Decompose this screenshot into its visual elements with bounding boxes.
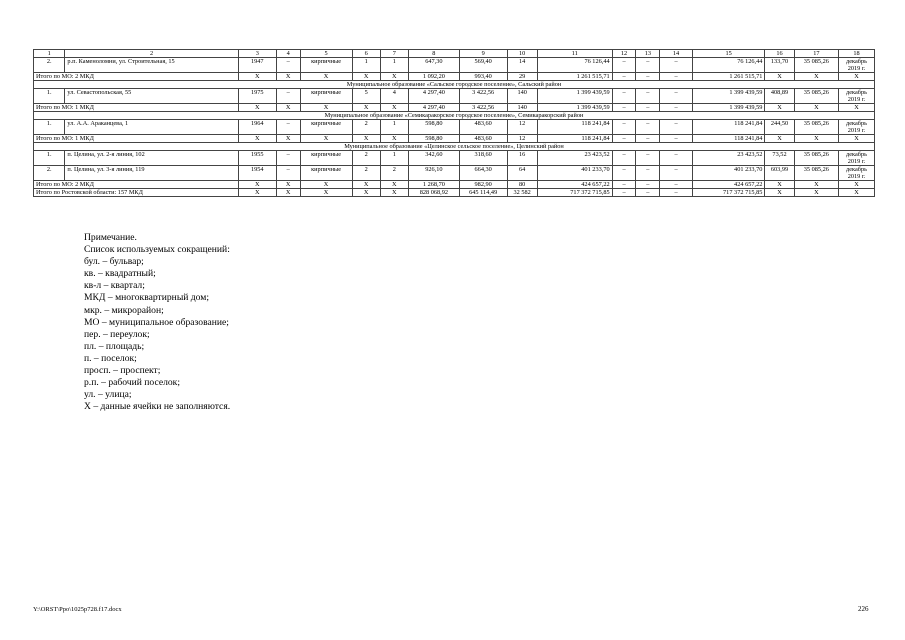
total-row-cell: Х xyxy=(276,189,300,197)
table-cell: 926,10 xyxy=(408,166,459,181)
table-cell: кирпичные xyxy=(300,120,352,135)
total-row-cell: Х xyxy=(765,104,794,112)
column-number-cell: 14 xyxy=(660,50,693,58)
municipality-section-row xyxy=(34,143,875,151)
table-cell: кирпичные xyxy=(300,89,352,104)
total-row-cell: Х xyxy=(300,104,352,112)
total-row-cell: Х xyxy=(839,189,875,197)
total-row xyxy=(34,135,875,143)
table-body xyxy=(34,50,875,197)
total-row-cell: Х xyxy=(380,73,408,81)
table-cell: 4 xyxy=(380,89,408,104)
total-row-cell: 1 261 515,71 xyxy=(692,73,765,81)
table-cell: 1. xyxy=(34,89,65,104)
municipality-section-label: Муниципальное образование «Семикаракорское городское поселение», Семикаракорский район xyxy=(34,112,875,120)
total-row-cell: Х xyxy=(839,104,875,112)
column-number-cell: 16 xyxy=(765,50,794,58)
table-cell: 118 241,84 xyxy=(537,120,612,135)
table-cell: – xyxy=(276,151,300,166)
total-row-cell: 118 241,84 xyxy=(692,135,765,143)
total-row-cell: Х xyxy=(765,189,794,197)
total-row-cell: Х xyxy=(380,181,408,189)
abbreviation-item: мкр. – микрорайон; xyxy=(84,304,164,316)
table-cell: – xyxy=(276,58,300,73)
table-cell: – xyxy=(636,151,660,166)
total-row-label: Итого по МО: 2 МКД xyxy=(34,73,239,81)
municipality-section-row xyxy=(34,112,875,120)
column-number-cell: 13 xyxy=(636,50,660,58)
abbreviation-item: МКД – многоквартирный дом; xyxy=(84,292,210,304)
table-cell: кирпичные xyxy=(300,58,352,73)
table-cell: – xyxy=(660,58,693,73)
column-number-cell: 4 xyxy=(276,50,300,58)
total-row-cell: – xyxy=(636,189,660,197)
total-row-cell: – xyxy=(636,135,660,143)
table-cell: 647,30 xyxy=(408,58,459,73)
table-row xyxy=(34,120,875,135)
abbreviation-item: Х – данные ячейки не заполняются. xyxy=(84,401,231,413)
table-cell: 1954 xyxy=(238,166,276,181)
total-row-cell: 4 297,40 xyxy=(408,104,459,112)
table-cell: 1. xyxy=(34,120,65,135)
table-row xyxy=(34,58,875,73)
table-cell: кирпичные xyxy=(300,166,352,181)
total-row-cell: Х xyxy=(839,135,875,143)
table-cell: – xyxy=(612,58,636,73)
column-number-cell: 10 xyxy=(507,50,537,58)
abbreviation-item: р.п. – рабочий поселок; xyxy=(84,377,181,389)
total-row-cell: – xyxy=(612,73,636,81)
table-cell: 318,60 xyxy=(459,151,507,166)
table-row xyxy=(34,166,875,181)
table-cell: 2 xyxy=(352,151,380,166)
total-row-cell: – xyxy=(636,181,660,189)
table-cell: – xyxy=(276,89,300,104)
total-row-label: Итого по МО: 1 МКД xyxy=(34,104,239,112)
table-cell: 3 422,56 xyxy=(459,89,507,104)
table-cell: декабрь 2019 г. xyxy=(839,89,875,104)
table-cell: – xyxy=(636,166,660,181)
table-cell: 76 126,44 xyxy=(537,58,612,73)
total-row xyxy=(34,189,875,197)
abbreviation-item: просп. – проспект; xyxy=(84,365,161,377)
total-row-cell: Х xyxy=(300,181,352,189)
table-cell: 35 085,26 xyxy=(794,58,838,73)
table-cell: 401 233,70 xyxy=(692,166,765,181)
table-cell: 140 xyxy=(507,89,537,104)
total-row-cell: Х xyxy=(276,181,300,189)
total-row-cell: 598,80 xyxy=(408,135,459,143)
total-row-cell: 1 092,20 xyxy=(408,73,459,81)
total-row-cell: 483,60 xyxy=(459,135,507,143)
table-cell: 35 085,26 xyxy=(794,89,838,104)
table-cell: декабрь 2019 г. xyxy=(839,120,875,135)
address-cell: п. Целина, ул. 3-я линия, 119 xyxy=(65,166,238,181)
total-row-cell: Х xyxy=(300,73,352,81)
address-cell: ул. А.А. Араканцева, 1 xyxy=(65,120,238,135)
column-number-cell: 7 xyxy=(380,50,408,58)
total-row-cell: – xyxy=(636,104,660,112)
abbreviation-item: ул. – улица; xyxy=(84,389,132,401)
total-row-cell: Х xyxy=(300,135,352,143)
total-row-cell: 717 372 715,85 xyxy=(537,189,612,197)
table-cell: 73,52 xyxy=(765,151,794,166)
table-cell: 1. xyxy=(34,151,65,166)
total-row xyxy=(34,73,875,81)
total-row-cell: Х xyxy=(238,73,276,81)
column-number-cell: 2 xyxy=(65,50,238,58)
table-cell: 2 xyxy=(380,166,408,181)
column-number-cell: 8 xyxy=(408,50,459,58)
table-cell: 23 423,52 xyxy=(537,151,612,166)
total-row-cell: Х xyxy=(352,181,380,189)
table-cell: 483,60 xyxy=(459,120,507,135)
abbreviation-item: МО – муниципальное образование; xyxy=(84,316,229,328)
total-row-cell: 140 xyxy=(507,104,537,112)
total-row-cell: 993,40 xyxy=(459,73,507,81)
column-number-cell: 1 xyxy=(34,50,65,58)
table-cell: – xyxy=(636,120,660,135)
total-row-cell: – xyxy=(660,135,693,143)
table-cell: 1 399 439,59 xyxy=(692,89,765,104)
table-cell: 16 xyxy=(507,151,537,166)
total-row-cell: Х xyxy=(300,189,352,197)
table-cell: – xyxy=(612,89,636,104)
total-row-cell: Х xyxy=(765,73,794,81)
total-row-cell: Х xyxy=(352,73,380,81)
table-cell: – xyxy=(660,151,693,166)
table-cell: – xyxy=(660,166,693,181)
total-row-cell: Х xyxy=(276,73,300,81)
notes-subtitle: Список используемых сокращений: xyxy=(84,244,230,256)
table-cell: – xyxy=(276,166,300,181)
table-cell: декабрь 2019 г. xyxy=(839,166,875,181)
housing-register-table xyxy=(33,49,875,197)
table-cell: 133,70 xyxy=(765,58,794,73)
table-row xyxy=(34,151,875,166)
total-row-cell: Х xyxy=(352,189,380,197)
total-row-cell: – xyxy=(612,189,636,197)
total-row-cell: Х xyxy=(380,135,408,143)
total-row-cell: Х xyxy=(794,104,838,112)
table-cell: 342,60 xyxy=(408,151,459,166)
total-row-cell: Х xyxy=(794,181,838,189)
total-row xyxy=(34,181,875,189)
table-cell: – xyxy=(612,120,636,135)
table-cell: 401 233,70 xyxy=(537,166,612,181)
total-row-cell: – xyxy=(612,135,636,143)
table-cell: 23 423,52 xyxy=(692,151,765,166)
table-cell: 408,89 xyxy=(765,89,794,104)
table-cell: 118 241,84 xyxy=(692,120,765,135)
table-cell: 14 xyxy=(507,58,537,73)
table-cell: 2 xyxy=(352,166,380,181)
column-number-cell: 12 xyxy=(612,50,636,58)
table-cell: кирпичные xyxy=(300,151,352,166)
address-cell: ул. Севастопольская, 55 xyxy=(65,89,238,104)
table-cell: 1 xyxy=(380,58,408,73)
total-row-label: Итого по МО: 1 МКД xyxy=(34,135,239,143)
total-row-cell: 29 xyxy=(507,73,537,81)
total-row-cell: Х xyxy=(380,189,408,197)
table-cell: 64 xyxy=(507,166,537,181)
total-row-cell: Х xyxy=(238,189,276,197)
total-row-cell: Х xyxy=(839,181,875,189)
table-cell: 1 399 439,59 xyxy=(537,89,612,104)
column-number-cell: 5 xyxy=(300,50,352,58)
column-number-cell: 9 xyxy=(459,50,507,58)
total-row-cell: – xyxy=(636,73,660,81)
document-file-path: Y:\ORST\Ppo\1025p728.f17.docx xyxy=(33,606,122,613)
address-cell: р.п. Каменоломни, ул. Строительная, 15 xyxy=(65,58,238,73)
table-cell: 598,80 xyxy=(408,120,459,135)
table-cell: 35 085,26 xyxy=(794,151,838,166)
total-row-cell: Х xyxy=(276,104,300,112)
total-row-cell: Х xyxy=(352,104,380,112)
column-number-cell: 11 xyxy=(537,50,612,58)
total-row-cell: – xyxy=(612,104,636,112)
table-cell: 664,30 xyxy=(459,166,507,181)
total-row-cell: – xyxy=(660,181,693,189)
total-row-cell: Х xyxy=(794,135,838,143)
table-cell: 2. xyxy=(34,166,65,181)
column-number-cell: 15 xyxy=(692,50,765,58)
total-row-cell: Х xyxy=(765,135,794,143)
municipality-section-row xyxy=(34,81,875,89)
table-cell: 5 xyxy=(352,89,380,104)
total-row-cell: 1 399 439,59 xyxy=(692,104,765,112)
total-row-label: Итого по Ростовской области: 157 МКД xyxy=(34,189,239,197)
table-cell: 35 085,26 xyxy=(794,120,838,135)
total-row-cell: 118 241,84 xyxy=(537,135,612,143)
total-row-cell: Х xyxy=(238,181,276,189)
total-row-cell: Х xyxy=(380,104,408,112)
abbreviation-item: кв. – квадратный; xyxy=(84,268,156,280)
table-cell: – xyxy=(636,89,660,104)
table-cell: 603,99 xyxy=(765,166,794,181)
total-row-cell: 828 068,92 xyxy=(408,189,459,197)
abbreviation-item: кв-л – квартал; xyxy=(84,280,145,292)
column-number-cell: 3 xyxy=(238,50,276,58)
table-cell: 76 126,44 xyxy=(692,58,765,73)
notes-title: Примечание. xyxy=(84,232,137,243)
table-cell: 2 xyxy=(352,120,380,135)
table-row xyxy=(34,89,875,104)
total-row-cell: Х xyxy=(276,135,300,143)
table-cell: 569,40 xyxy=(459,58,507,73)
column-number-cell: 18 xyxy=(839,50,875,58)
municipality-section-label: Муниципальное образование «Сальское городское поселение», Сальский район xyxy=(34,81,875,89)
total-row-cell: 645 114,49 xyxy=(459,189,507,197)
table-cell: – xyxy=(612,151,636,166)
table-cell: 35 085,26 xyxy=(794,166,838,181)
table-cell: 1 xyxy=(380,120,408,135)
table-cell: 244,50 xyxy=(765,120,794,135)
column-number-row xyxy=(34,50,875,58)
table-cell: 1975 xyxy=(238,89,276,104)
table-cell: 1 xyxy=(380,151,408,166)
total-row-cell: – xyxy=(660,104,693,112)
total-row-cell: 1 268,70 xyxy=(408,181,459,189)
total-row-cell: 32 582 xyxy=(507,189,537,197)
total-row-cell: 424 657,22 xyxy=(692,181,765,189)
page-number: 226 xyxy=(858,605,869,613)
total-row-cell: – xyxy=(660,73,693,81)
total-row-label: Итого по МО: 2 МКД xyxy=(34,181,239,189)
total-row-cell: – xyxy=(612,181,636,189)
abbreviation-item: бул. – бульвар; xyxy=(84,256,144,268)
total-row-cell: 80 xyxy=(507,181,537,189)
table-cell: 1964 xyxy=(238,120,276,135)
table-cell: – xyxy=(612,166,636,181)
table-cell: 4 297,40 xyxy=(408,89,459,104)
total-row-cell: Х xyxy=(794,189,838,197)
table-cell: – xyxy=(636,58,660,73)
table-cell: 1955 xyxy=(238,151,276,166)
table-cell: – xyxy=(660,89,693,104)
total-row-cell: 1 399 439,59 xyxy=(537,104,612,112)
total-row-cell: 717 372 715,85 xyxy=(692,189,765,197)
total-row-cell: Х xyxy=(794,73,838,81)
total-row-cell: 3 422,56 xyxy=(459,104,507,112)
total-row-cell: – xyxy=(660,189,693,197)
total-row-cell: 424 657,22 xyxy=(537,181,612,189)
table-cell: 1 xyxy=(352,58,380,73)
abbreviation-item: п. – поселок; xyxy=(84,352,137,364)
total-row-cell: Х xyxy=(238,135,276,143)
table-cell: 1947 xyxy=(238,58,276,73)
column-number-cell: 6 xyxy=(352,50,380,58)
address-cell: п. Целина, ул. 2-я линия, 102 xyxy=(65,151,238,166)
table-cell: 12 xyxy=(507,120,537,135)
table-cell: декабрь 2019 г. xyxy=(839,58,875,73)
total-row-cell: 982,90 xyxy=(459,181,507,189)
total-row-cell: Х xyxy=(839,73,875,81)
notes-block xyxy=(84,232,230,413)
table-cell: декабрь 2019 г. xyxy=(839,151,875,166)
column-number-cell: 17 xyxy=(794,50,838,58)
total-row-cell: Х xyxy=(238,104,276,112)
total-row xyxy=(34,104,875,112)
total-row-cell: 12 xyxy=(507,135,537,143)
abbreviation-item: пер. – переулок; xyxy=(84,328,150,340)
table-cell: – xyxy=(660,120,693,135)
total-row-cell: Х xyxy=(352,135,380,143)
municipality-section-label: Муниципальное образование «Целинское сельское поселение», Целинский район xyxy=(34,143,875,151)
total-row-cell: Х xyxy=(765,181,794,189)
table-cell: 2. xyxy=(34,58,65,73)
table-cell: – xyxy=(276,120,300,135)
total-row-cell: 1 261 515,71 xyxy=(537,73,612,81)
abbreviation-item: пл. – площадь; xyxy=(84,340,145,352)
